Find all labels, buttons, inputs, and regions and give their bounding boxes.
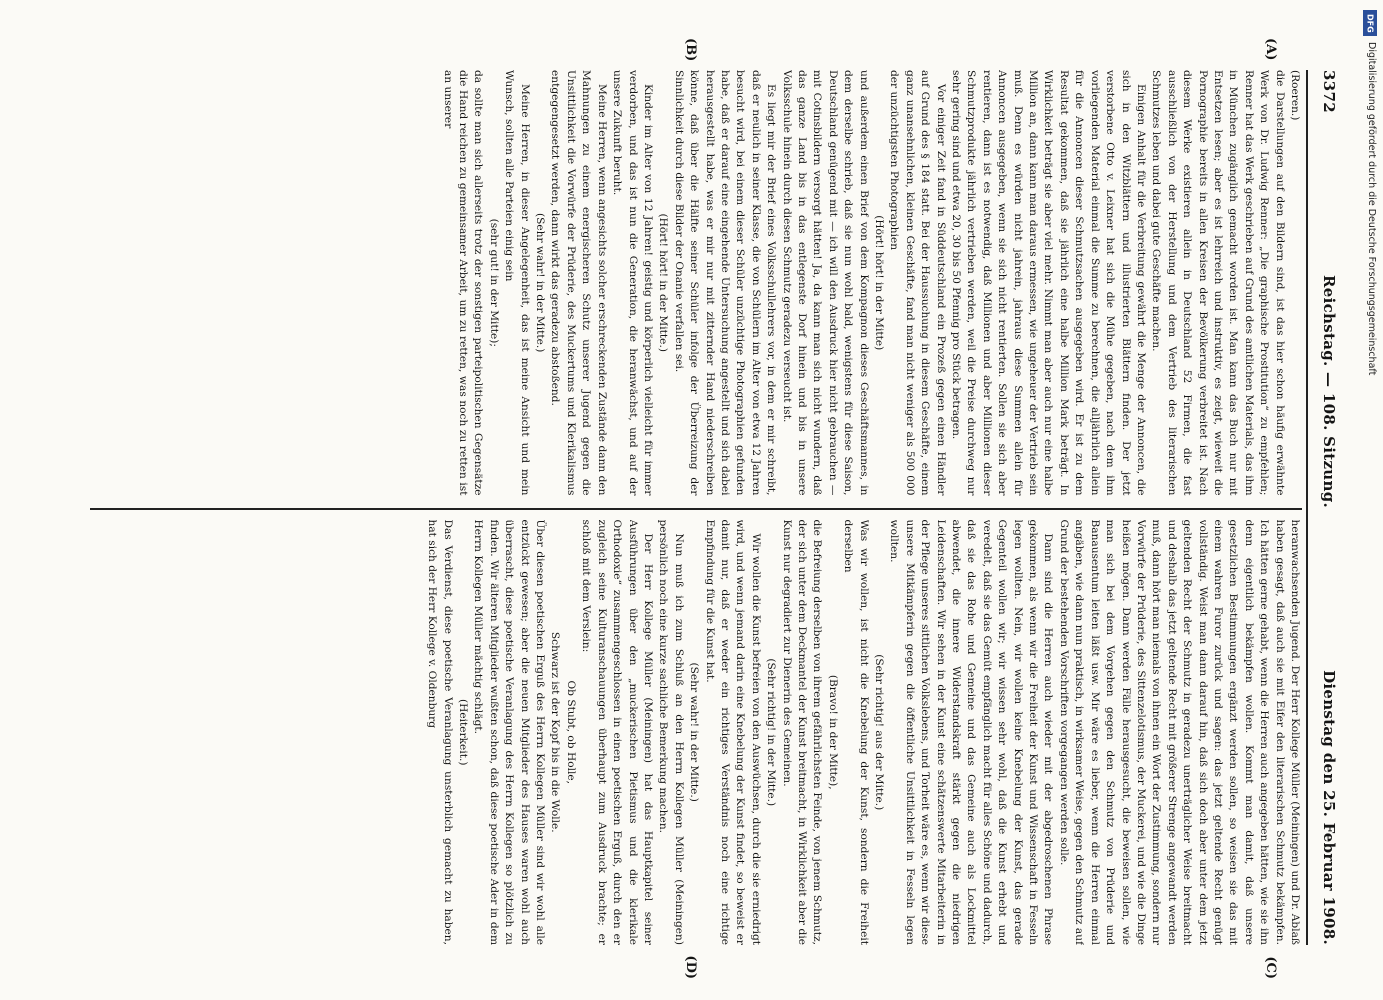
verse-line: Schwarz ist der Kopf bis in die Wolle. [549, 631, 562, 833]
interjection: (Hört! hört! in der Mitte.) [657, 213, 670, 352]
digitization-notice: Digitalisierung gefördert durch die Deutsche Forschungsgemeinschaft [1366, 42, 1377, 376]
paragraph: Meine Herren, in dieser Angelegenheit, das ist meine Ansicht und mein Wunsch, sollten alle Parteien einig sein [503, 70, 531, 496]
interjection: (sehr gut! in der Mitte); [487, 218, 500, 347]
interjection: (Sehr richtig! in der Mitte.) [765, 658, 778, 807]
paragraph: die Befreiung derselben von ihrem gefährlichsten Feinde, von jenem Schmutz, der sich unter dem Deckmantel der Kunst breitmacht, in Wirklichkeit aber die Kunst nur degradiert zur Dienerin des Gemeinen. [780, 519, 824, 945]
interjection: (Sehr wahr! in der Mitte.) [688, 662, 701, 802]
interjection: (Sehr richtig! aus der Mitte.) [873, 654, 886, 811]
left-column [90, 70, 1302, 496]
paragraph: Wir wollen die Kunst befreien von den Auswüchsen, durch die sie erniedrigt wird, und wenn jemand darin eine Knebelung der Kunst findet, so beweist er damit nur, daß er weder ein richtiges Verständnis noch eine richtige Empfindung für die Kunst hat. [703, 519, 762, 945]
paragraph: da sollte man sich allerseits trotz der sonstigen parteipolitischen Gegensätze die Hand reichen zu gemeinsamer Arbeit, um zu retten, was noch zu retten ist an unserer [441, 70, 485, 496]
header-rule [1306, 70, 1308, 945]
margin-marker-a: (A) [1263, 38, 1278, 61]
paragraph: Der Herr Kollege Müller (Meiningen) hat das Hauptkapitel seiner Ausführungen über den „muckerischen Pietismus und die klerikale Orthodoxie“ zusammengeschlossen in einen poetischen Erguß, durch den er zugleich seine Kulturanschauungen überhaupt zum Ausdruck brachte; er schloß mit dem Verslein: [580, 519, 654, 945]
right-column [90, 520, 1302, 946]
page-content [90, 38, 1338, 979]
speaker-tag: (Roeren.) [1289, 70, 1301, 121]
dfg-logo: DFG [1363, 10, 1377, 36]
paragraph: Es liegt mir der Brief eines Volksschullehrers vor, in dem er mir schreibt, daß er neulich in seiner Klasse, die von Schülern im Alter von etwa 12 Jahren besucht wird, bei einem dieser Schüler unzüchtige Photographien gefunden habe, daß er darauf eine eingehende Untersuchung angestellt und sich dabei herausgestellt habe, was er mir nur mit zitternder Hand niederschreiben könne, daß über die Hälfte seiner Schüler infolge der Überreizung der Sinnlichkeit durch diese Bilder der Onanie verfallen sei. [672, 70, 778, 496]
paragraph: die Darstellungen auf den Bildern sind, ist das hier schon häufig erwähnte Werk von Dr. Ludwig Renner: „Die graphische Prostitution“ zu empfehlen; Renner hat das Werk geschrieben auf Grund des amtlichen Materials, das ihm in München zugänglich gemacht worden ist. Man kann das Buch nur mit Entsetzen lesen; aber es ist lehrreich und instruktiv, es zeigt, wieweit die Pornographie bereits in allen Kreisen der Bevölkerung verbreitet ist. Nach diesem Werke existieren allein in Deutschland 52 Firmen, die fast ausschließlich von der Herstellung und dem Vertrieb des literarischen Schmutzes leben und dabei gute Geschäfte machen. [1150, 70, 1286, 496]
margin-marker-c: (C) [1263, 956, 1278, 979]
running-header [1310, 70, 1338, 945]
header-left-title: Reichstag. — 108. Sitzung. [1320, 274, 1338, 509]
page-number: 3372 [1320, 70, 1338, 113]
paragraph: und außerdem einen Brief von dem Kompagnon dieses Geschäftsmannes, in dem derselbe schrieb, daß sie nun wohl bald, wenigstens für diese Saison, Deutschland genügend mit — ich will den Ausdruck hier nicht gebrauchen — mit Cotinsbildern versorgt hätten! Ja, da kann man sich nicht wundern, daß das ganze Land bis in das entlegenste Dorf hinein und bis in unsere Volksschule hinein durch diesen Schmutz geradezu verseucht ist. [780, 70, 870, 496]
margin-marker-b: (B) [683, 38, 698, 62]
paragraph: Über diesen poetischen Erguß des Herrn Kollegen Müller sind wir wohl alle entzückt gewesen; aber die neuen Mitglieder des Hauses waren wohl auch überrascht, diese poetische Veranlagung des Herrn Kollegen so plötzlich zu finden. Wir älteren Mitglieder wußten schon, daß diese poetische Ader in dem Herrn Kollegen Müller mächtig schlägt. [472, 519, 547, 945]
paragraph: Was wir wollen, ist nicht die Knebelung der Kunst, sondern die Freiheit derselben [842, 519, 870, 945]
paragraph: heranwachsenden Jugend. Der Herr Kollege Müller (Meiningen) und Dr. Ablaß haben gesagt, daß auch sie mit Eifer den literarischen Schmutz bekämpfen. Ich hätten gerne gehabt, wenn die Herren auch angegeben hätten, wie sie ihn denn eigentlich bekämpfen wollen. Kommt man damit, daß unsere gesetzlichen Bestimmungen ergänzt werden sollen, so weisen sie das mit einem wahren Furor zurück und sagen: das jetzt geltende Recht genügt vollständig. Weist man dann darauf hin, daß sich doch aber unter dem jetzt geltenden Recht der Schmutz in geradezu unerträglicher Weise breitmacht und deshalb das jetzt geltende Recht mit größerer Strenge angewandt werden muß, dann hört man niemals von ihnen ein Wort der Zustimmung, sondern nur Vorwürfe der Prüderie, des Sittenzelotismus, der Muckerei, und wie die Dinge heißen mögen. Dann werden Fälle herausgesucht, die beweisen sollen, wie man sich bei dem Vorgehen gegen den Schmutz von Prüderie und Banausentum leiten läßt usw. Mir wäre es lieber, wenn die Herren einmal angäben, wie dann nun praktisch, in wirksamer Weise, gegen den Schmutz auf Grund der bestehenden Vorschriften vorgegangen werden solle. [1057, 519, 1301, 945]
interjection: (Heiterkeit.) [457, 699, 470, 766]
paragraph: Vor einiger Zeit fand in Süddeutschland ein Prozeß gegen einen Händler auf Grund des § 184 statt. Bei der Haussuchung in diesem Geschäfte, einem ganz unansehnlichen, kleinen Geschäfte, fand man nicht weniger als 500 000 der unzüchtigsten Photographien [888, 70, 947, 496]
paragraph: Einigen Anhalt für die Verbreitung gewährt die Menge der Annoncen, die sich in den Witzblättern und illustrierten Blättern finden. Der jetzt verstorbene Otto v. Leixner hat sich die Mühe gegeben, nach dem ihm vorliegenden Material einmal die Summe zu berechnen, die alljährlich allein für die Annoncen dieser Schmutzsachen ausgegeben wird. Er ist zu dem Resultat gekommen, daß sie jährlich eine halbe Million Mark beträgt. In Wirklichkeit beträgt sie aber viel mehr. Nimmt man aber auch nur eine halbe Million an, dann kann man daraus ermessen, wie ungeheuer der Vertrieb sein muß. Denn es würden nicht jahrein, jahraus diese Summen allein für Annoncen ausgegeben, wenn sie sich nicht rentierten. Sollen sie sich aber rentieren, dann ist es notwendig, daß Millionen und aber Millionen dieser Schmutzprodukte jährlich vertrieben werden, weil die Preise durchweg nur sehr gering sind und etwa 20, 30 bis 50 Pfennig pro Stück betragen. [950, 70, 1147, 496]
interjection: (Bravo! in der Mitte), [826, 674, 839, 790]
paragraph: Kinder im Alter von 12 Jahren! geistig und körperlich vielleicht für immer verdorben, und das ist nun die Generation, die heranwächst, und auf der unsere Zukunft beruht. [611, 70, 654, 496]
paragraph: Das Verdienst, diese poetische Veranlagung unsterblich gemacht zu haben, hat sich der Herr Kollege v. Oldenburg [426, 519, 454, 945]
paragraph: Dann sind die Herren auch wieder mit der abgedroschenen Phrase gekommen, als wenn wir die Freiheit der Kunst und Wissenschaft in Fesseln legen wollten. Nein, wir wollen keine Knebelung der Kunst, das gerade Gegenteil wollen wir; wir wissen sehr wohl, daß die Kunst erhebt und veredelt, daß sie das Gemüt empfänglich macht für alles Schöne und dadurch, daß sie das Rohe und Gemeine und das Gemeine auch als Lockmittel abwendet, die innere Widerstandskraft stärkt gegen die niedrigen Leidenschaften. Wir sehen in der Kunst eine schätzenswerte Mitarbeiterin in der Pflege unseres sittlichen Volkslebens, und Torheit wäre es, wenn wir diese unsere Mitkämpferin gegen die öffentliche Unsittlichkeit in Fesseln legen wollten. [888, 519, 1055, 945]
header-date: Dienstag den 25. Februar 1908. [1320, 670, 1338, 945]
paragraph: Meine Herren, wenn angesichts solcher erschreckenden Zustände dann den Mahnungen zu einem energischeren Schutz unserer Jugend gegen die Unsittlichkeit die Vorwürfe der Prüderie, des Muckertums und Klerikalismus entgegengesetzt werden, dann wirkt das geradezu abstoßend. [549, 70, 608, 496]
margin-marker-d: (D) [683, 955, 698, 979]
interjection: (Hört! hört! in der Mitte) [873, 215, 886, 351]
interjection: (Sehr wahr! in der Mitte.) [534, 213, 547, 353]
verse-line: Ob Stubt, ob Holle, [564, 680, 577, 784]
paragraph: Nun muß ich zum Schluß an den Herrn Kollegen Müller (Meiningen) persönlich noch eine kurze sachliche Bemerkung machen. [657, 519, 685, 945]
column-divider [90, 508, 1302, 510]
